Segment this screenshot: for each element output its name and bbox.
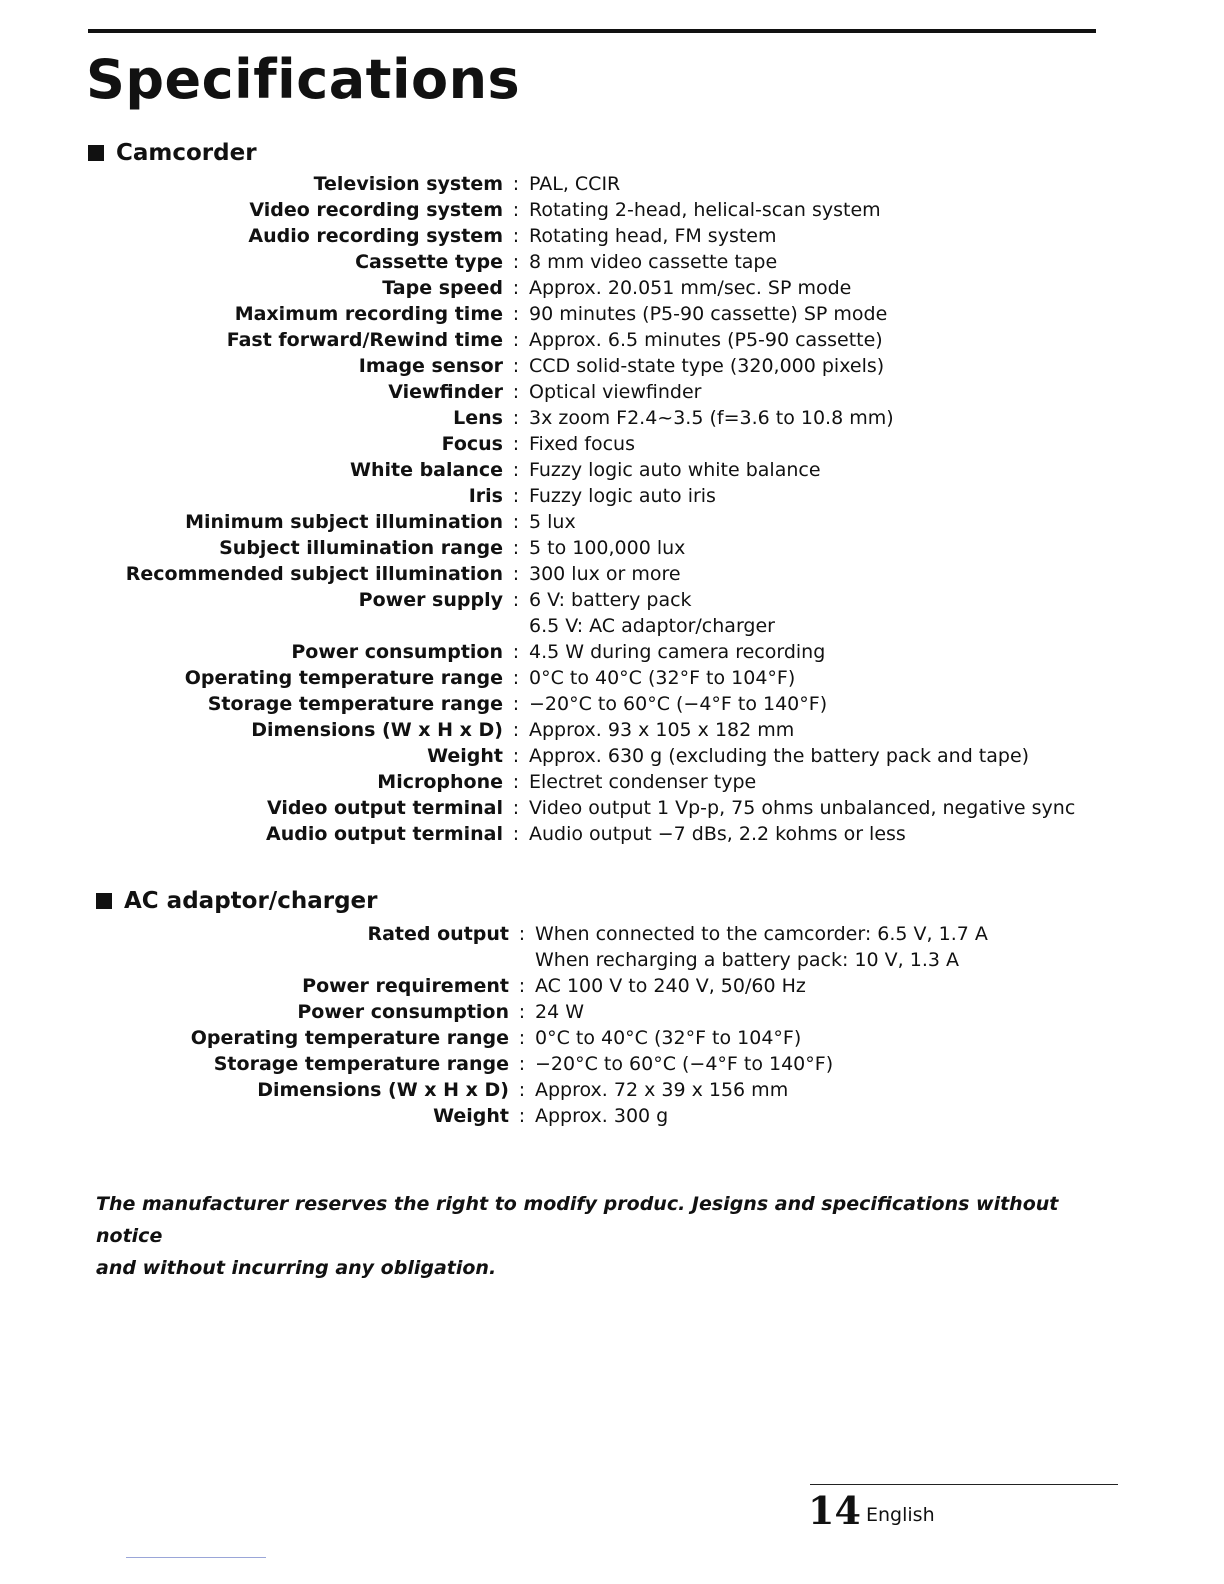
spec-row bbox=[100, 327, 1075, 353]
spec-colon: : bbox=[512, 771, 520, 793]
spec-row bbox=[100, 665, 1075, 691]
spec-label: Lens bbox=[453, 407, 503, 429]
camcorder-heading-text: Camcorder bbox=[116, 140, 257, 166]
spec-label: Dimensions (W x H x D) bbox=[257, 1079, 509, 1101]
spec-row bbox=[100, 1103, 988, 1129]
spec-value: 24 W bbox=[535, 1001, 585, 1023]
adaptor-section-heading bbox=[96, 886, 377, 916]
spec-colon: : bbox=[518, 1105, 526, 1127]
spec-label: Iris bbox=[468, 485, 503, 507]
spec-value: 5 lux bbox=[529, 511, 576, 533]
spec-colon: : bbox=[512, 459, 520, 481]
spec-colon: : bbox=[518, 975, 526, 997]
spec-value: Electret condenser type bbox=[529, 771, 757, 793]
spec-colon: : bbox=[512, 199, 520, 221]
spec-row bbox=[100, 535, 1075, 561]
spec-value: 6.5 V: AC adaptor/charger bbox=[529, 615, 775, 637]
spec-row bbox=[100, 431, 1075, 457]
spec-colon: : bbox=[512, 797, 520, 819]
camcorder-section-heading bbox=[88, 138, 257, 168]
spec-row bbox=[100, 379, 1075, 405]
spec-colon bbox=[509, 947, 535, 973]
disclaimer-notice bbox=[96, 1188, 1096, 1284]
page-language: English bbox=[866, 1504, 935, 1526]
spec-row bbox=[100, 223, 1075, 249]
spec-row bbox=[100, 973, 988, 999]
spec-label: Power requirement bbox=[302, 975, 509, 997]
spec-colon: : bbox=[512, 589, 520, 611]
spec-row bbox=[100, 483, 1075, 509]
spec-label: Storage temperature range bbox=[213, 1053, 509, 1075]
spec-row bbox=[100, 1077, 988, 1103]
adaptor-heading-text: AC adaptor/charger bbox=[124, 888, 378, 914]
spec-label: Maximum recording time bbox=[234, 303, 503, 325]
spec-colon: : bbox=[512, 563, 520, 585]
spec-colon: : bbox=[512, 303, 520, 325]
spec-label: Power consumption bbox=[291, 641, 503, 663]
spec-colon: : bbox=[518, 1027, 526, 1049]
spec-value: 8 mm video cassette tape bbox=[529, 251, 778, 273]
spec-value: Audio output −7 dBs, 2.2 kohms or less bbox=[529, 823, 906, 845]
spec-label: Operating temperature range bbox=[184, 667, 503, 689]
spec-value: −20°C to 60°C (−4°F to 140°F) bbox=[529, 693, 828, 715]
spec-label: Subject illumination range bbox=[219, 537, 503, 559]
spec-row bbox=[100, 457, 1075, 483]
spec-colon: : bbox=[512, 355, 520, 377]
spec-label: Focus bbox=[441, 433, 503, 455]
spec-label: Cassette type bbox=[355, 251, 503, 273]
spec-label: Television system bbox=[313, 173, 503, 195]
footer-rule bbox=[810, 1484, 1118, 1485]
spec-colon: : bbox=[518, 1001, 526, 1023]
spec-value: Fixed focus bbox=[529, 433, 635, 455]
spec-label: Minimum subject illumination bbox=[185, 511, 503, 533]
spec-value: 6 V: battery pack bbox=[529, 589, 692, 611]
spec-colon: : bbox=[512, 251, 520, 273]
spec-value: Video output 1 Vp-p, 75 ohms unbalanced, negative sync bbox=[529, 797, 1076, 819]
spec-colon: : bbox=[512, 173, 520, 195]
square-bullet-icon bbox=[88, 145, 104, 161]
spec-value: Approx. 93 x 105 x 182 mm bbox=[529, 719, 795, 741]
spec-label: Viewfinder bbox=[388, 381, 503, 403]
spec-colon bbox=[503, 613, 529, 639]
spec-row bbox=[100, 353, 1075, 379]
adaptor-spec-list bbox=[100, 921, 988, 1129]
spec-label: Video output terminal bbox=[266, 797, 503, 819]
spec-row bbox=[100, 171, 1075, 197]
spec-label: Power consumption bbox=[297, 1001, 509, 1023]
spec-value: Rotating 2-head, helical-scan system bbox=[529, 199, 881, 221]
spec-row bbox=[100, 999, 988, 1025]
spec-label: White balance bbox=[349, 459, 503, 481]
spec-label: Audio recording system bbox=[248, 225, 503, 247]
spec-colon: : bbox=[512, 277, 520, 299]
spec-colon: : bbox=[518, 923, 526, 945]
spec-row bbox=[100, 691, 1075, 717]
spec-colon: : bbox=[512, 693, 520, 715]
spec-value: Optical viewfinder bbox=[529, 381, 702, 403]
spec-colon: : bbox=[512, 719, 520, 741]
spec-label: Audio output terminal bbox=[265, 823, 503, 845]
spec-colon: : bbox=[512, 225, 520, 247]
spec-label bbox=[100, 613, 503, 639]
spec-value: AC 100 V to 240 V, 50/60 Hz bbox=[535, 975, 806, 997]
spec-row bbox=[100, 921, 988, 947]
spec-colon: : bbox=[512, 511, 520, 533]
notice-line-1: The manufacturer reserves the right to modify produc. Jesigns and specifications without notice bbox=[96, 1193, 1059, 1247]
spec-row bbox=[100, 639, 1075, 665]
spec-label: Fast forward/Rewind time bbox=[226, 329, 503, 351]
page-number: 14 bbox=[808, 1488, 861, 1533]
square-bullet-icon bbox=[96, 893, 112, 909]
spec-colon: : bbox=[518, 1079, 526, 1101]
spec-colon: : bbox=[512, 433, 520, 455]
spec-label: Microphone bbox=[377, 771, 503, 793]
spec-colon: : bbox=[512, 823, 520, 845]
spec-row bbox=[100, 1051, 988, 1077]
spec-row bbox=[100, 1025, 988, 1051]
spec-row bbox=[100, 275, 1075, 301]
spec-label: Weight bbox=[433, 1105, 509, 1127]
camcorder-spec-list bbox=[100, 171, 1075, 847]
spec-value: Approx. 72 x 39 x 156 mm bbox=[535, 1079, 789, 1101]
spec-label: Video recording system bbox=[249, 199, 503, 221]
spec-label: Recommended subject illumination bbox=[125, 563, 503, 585]
spec-label: Storage temperature range bbox=[207, 693, 503, 715]
spec-row bbox=[100, 249, 1075, 275]
spec-row bbox=[100, 947, 988, 973]
spec-row bbox=[100, 717, 1075, 743]
spec-value: −20°C to 60°C (−4°F to 140°F) bbox=[535, 1053, 834, 1075]
spec-colon: : bbox=[518, 1053, 526, 1075]
spec-row bbox=[100, 561, 1075, 587]
spec-label bbox=[100, 947, 509, 973]
spec-value: Approx. 630 g (excluding the battery pack and tape) bbox=[529, 745, 1030, 767]
spec-label: Operating temperature range bbox=[190, 1027, 509, 1049]
spec-label: Power supply bbox=[358, 589, 503, 611]
spec-row bbox=[100, 821, 1075, 847]
spec-value: 3x zoom F2.4~3.5 (f=3.6 to 10.8 mm) bbox=[529, 407, 894, 429]
spec-value: When recharging a battery pack: 10 V, 1.3 A bbox=[535, 949, 959, 971]
spec-value: Fuzzy logic auto iris bbox=[529, 485, 716, 507]
spec-label: Weight bbox=[427, 745, 503, 767]
spec-row bbox=[100, 795, 1075, 821]
spec-value: Rotating head, FM system bbox=[529, 225, 777, 247]
spec-label: Tape speed bbox=[382, 277, 503, 299]
page-title: Specifications bbox=[86, 48, 521, 111]
spec-colon: : bbox=[512, 641, 520, 663]
spec-row bbox=[100, 509, 1075, 535]
spec-value: PAL, CCIR bbox=[529, 173, 621, 195]
spec-value: Approx. 300 g bbox=[535, 1105, 669, 1127]
spec-value: CCD solid-state type (320,000 pixels) bbox=[529, 355, 885, 377]
spec-row bbox=[100, 743, 1075, 769]
spec-value: Approx. 20.051 mm/sec. SP mode bbox=[529, 277, 852, 299]
spec-row bbox=[100, 769, 1075, 795]
spec-colon: : bbox=[512, 667, 520, 689]
spec-value: Fuzzy logic auto white balance bbox=[529, 459, 821, 481]
spec-row bbox=[100, 405, 1075, 431]
spec-value: Approx. 6.5 minutes (P5-90 cassette) bbox=[529, 329, 883, 351]
spec-row bbox=[100, 613, 1075, 639]
spec-row bbox=[100, 301, 1075, 327]
notice-line-2: and without incurring any obligation. bbox=[96, 1257, 497, 1279]
spec-value: 300 lux or more bbox=[529, 563, 681, 585]
top-rule bbox=[88, 29, 1096, 33]
spec-value: 0°C to 40°C (32°F to 104°F) bbox=[535, 1027, 802, 1049]
spec-value: 0°C to 40°C (32°F to 104°F) bbox=[529, 667, 796, 689]
spec-colon: : bbox=[512, 329, 520, 351]
spec-value: 90 minutes (P5-90 cassette) SP mode bbox=[529, 303, 888, 325]
spec-colon: : bbox=[512, 745, 520, 767]
spec-value: When connected to the camcorder: 6.5 V, 1.7 A bbox=[535, 923, 988, 945]
scan-edge-line bbox=[126, 1557, 266, 1558]
spec-value: 5 to 100,000 lux bbox=[529, 537, 686, 559]
spec-colon: : bbox=[512, 381, 520, 403]
spec-value: 4.5 W during camera recording bbox=[529, 641, 826, 663]
spec-colon: : bbox=[512, 537, 520, 559]
spec-row bbox=[100, 587, 1075, 613]
spec-colon: : bbox=[512, 407, 520, 429]
spec-label: Image sensor bbox=[358, 355, 503, 377]
spec-label: Dimensions (W x H x D) bbox=[251, 719, 503, 741]
spec-row bbox=[100, 197, 1075, 223]
spec-label: Rated output bbox=[367, 923, 509, 945]
spec-colon: : bbox=[512, 485, 520, 507]
